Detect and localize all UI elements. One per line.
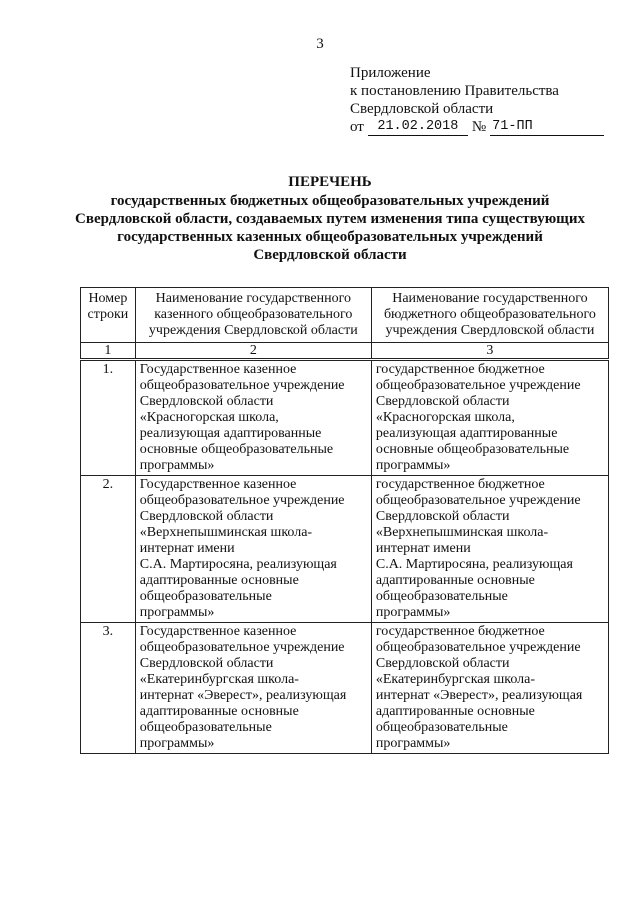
number-label: №	[471, 119, 487, 135]
row-number: 2.	[81, 476, 136, 623]
index-cell-3: 3	[371, 343, 608, 360]
institutions-table	[80, 287, 609, 754]
header-row-number: Номер строки	[81, 288, 136, 343]
appendix-date-row	[350, 118, 610, 136]
new-institution-name: государственное бюджетное общеобразовательное учреждение Свердловской области «Красногорская школа, реализующая адаптированные основные общеобразовательные программы»	[371, 360, 608, 476]
title-heading: ПЕРЕЧЕНЬ	[288, 174, 372, 190]
title-line-2: Свердловской области, создаваемых путем изменения типа существующих	[75, 211, 585, 227]
index-cell-2: 2	[135, 343, 371, 360]
table-row	[81, 360, 609, 476]
page-number: 3	[316, 36, 324, 52]
header-old-name: Наименование государственного казенного общеобразовательного учреждения Свердловской области	[135, 288, 371, 343]
old-institution-name: Государственное казенное общеобразовательное учреждение Свердловской области «Верхнепышминская школа- интернат имени С.А. Мартиросяна, реализующая адаптированные основные общеобразовательные программы»	[135, 476, 371, 623]
table-index-row	[81, 343, 609, 360]
from-label: от	[350, 119, 364, 135]
table-row	[81, 476, 609, 623]
appendix-title: Приложение	[350, 65, 431, 81]
appendix-resolution: к постановлению Правительства	[350, 83, 559, 99]
header-new-name: Наименование государственного бюджетного общеобразовательного учреждения Свердловской области	[371, 288, 608, 343]
old-institution-name: Государственное казенное общеобразовательное учреждение Свердловской области «Красногорская школа, реализующая адаптированные основные общеобразовательные программы»	[135, 360, 371, 476]
title-line-4: Свердловской области	[253, 247, 407, 263]
resolution-date: 21.02.2018	[368, 119, 468, 136]
appendix-region: Свердловской области	[350, 101, 494, 117]
title-line-3: государственных казенных общеобразовательных учреждений	[117, 229, 543, 245]
old-institution-name: Государственное казенное общеобразовательное учреждение Свердловской области «Екатеринбургская школа- интернат «Эверест», реализующая адаптированные основные общеобразовательные программы»	[135, 623, 371, 754]
row-number: 1.	[81, 360, 136, 476]
new-institution-name: государственное бюджетное общеобразовательное учреждение Свердловской области «Верхнепышминская школа- интернат имени С.А. Мартиросяна, реализующая адаптированные основные общеобразовательные программы»	[371, 476, 608, 623]
index-cell-1: 1	[81, 343, 136, 360]
row-number: 3.	[81, 623, 136, 754]
title-line-1: государственных бюджетных общеобразовательных учреждений	[110, 193, 550, 209]
new-institution-name: государственное бюджетное общеобразовательное учреждение Свердловской области «Екатеринбургская школа- интернат «Эверест», реализующая адаптированные основные общеобразовательные программы»	[371, 623, 608, 754]
table-header-row	[81, 288, 609, 343]
resolution-number: 71-ПП	[490, 119, 604, 136]
table-row	[81, 623, 609, 754]
document-title	[40, 173, 620, 264]
appendix-block	[350, 64, 610, 136]
